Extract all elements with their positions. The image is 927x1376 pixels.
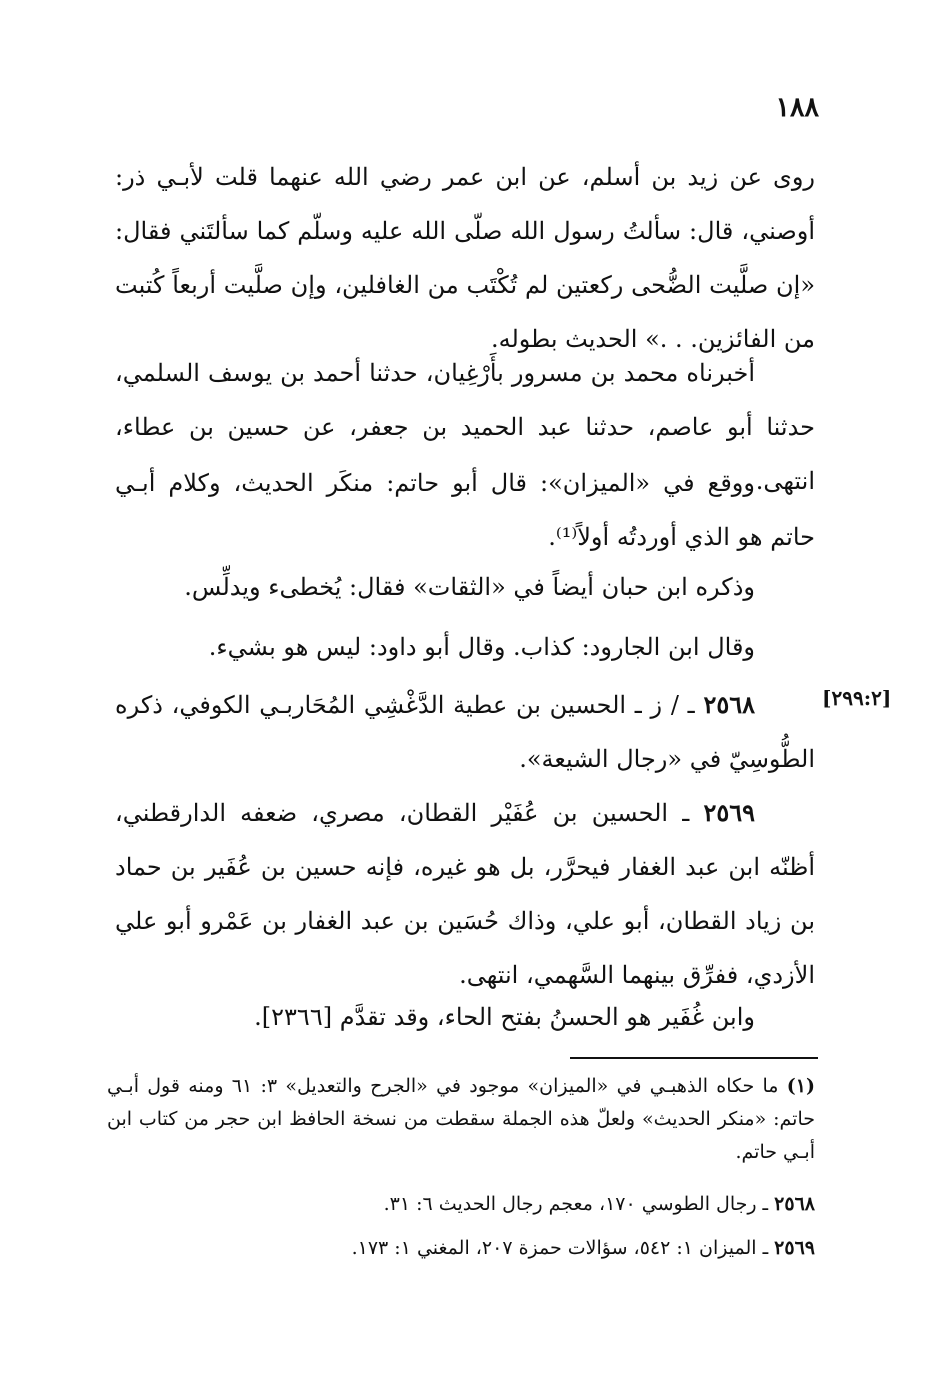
footnote-text: ما حكاه الذهبـي في «الميزان» موجود في «الجرح والتعديل» ٣: ٦١ ومنه قول أبـي حاتم: «منكر الحديث» ولعلّ هذه الجملة سقطت من نسخة الحافظ ابن حجر من كتاب ابن أبـي حاتم. xyxy=(107,1075,815,1163)
footnote-1 xyxy=(107,1070,815,1169)
entry-text: ـ الحسين بن عُفَيْر القطان، مصري، ضعفه الدارقطني، أظنّه ابن عبد الغفار فيحرَّر، بل هو غيره، فإنه حسين بن عُفَير بن حماد بن زياد القطان، أبو علي، وذاك حُسَين بن عبد الغفار بن عَمْرو أبو علي الأزدي، ففرِّق بينهما السَّهمي، انتهى. xyxy=(115,799,815,989)
volume-page-reference: [٢٩٩:٢] xyxy=(822,686,892,710)
body-paragraph-4: وذكره ابن حبان أيضاً في «الثقات» فقال: يُخطىء ويدلِّس. xyxy=(184,573,755,601)
entry-2568 xyxy=(115,678,815,786)
body-paragraph-2: أخبرناه محمد بن مسرور بأَرْغِيان، حدثنا أحمد بن يوسف السلمي، حدثنا أبو عاصم، حدثنا عبد الحميد بن جعفر، عن حسين بن عطاء، انتهى. xyxy=(115,359,815,495)
footnote-2568 xyxy=(107,1188,815,1221)
body-paragraph-5: وقال ابن الجارود: كذاب. وقال أبو داود: ليس هو بشيء. xyxy=(208,633,755,661)
footnote-label: ٢٥٦٩ xyxy=(774,1237,815,1259)
footnote-label: (١) xyxy=(786,1075,815,1097)
closing-paragraph: وابن غُفَير هو الحسنُ بفتح الحاء، وقد تقدَّم [٢٣٦٦]. xyxy=(254,1003,755,1031)
entry-number: ٢٥٦٩ xyxy=(703,798,755,827)
entry-2569 xyxy=(115,786,815,1002)
body-paragraph-3: ووقع في «الميزان»: قال أبو حاتم: منكَر الحديث، وكلام أبـي حاتم هو الذي أوردتُه أولاً⁽¹⁾. xyxy=(115,469,815,551)
footnote-text: ـ الميزان ١: ٥٤٢، سؤالات حمزة ٢٠٧، المغني ١: ١٧٣. xyxy=(351,1237,775,1259)
body-paragraph-1: روى عن زيد بن أسلم، عن ابن عمر رضي الله عنهما قلت لأبـي ذر: أوصني، قال: سألتُ رسول الله صلّى الله عليه وسلّم كما سألتَني فقال: «إن صلَّيت الضُّحى ركعتين لم تُكْتَب من الغافلين، وإن صلَّيت أربعاً كُتبت من الفائزين. . .» الحديث بطوله. xyxy=(115,163,815,353)
footnote-2569 xyxy=(107,1232,815,1265)
footnote-text: ـ رجال الطوسي ١٧٠، معجم رجال الحديث ٦: ٣١. xyxy=(383,1193,775,1215)
entry-text: ـ / ز ـ الحسين بن عطية الدَّغْشِي المُحَاربـي الكوفي، ذكره الطُّوسِيّ في «رجال الشيعة». xyxy=(115,691,815,773)
page-number: ١٨٨ xyxy=(775,92,819,123)
footnote-divider xyxy=(570,1057,818,1059)
entry-number: ٢٥٦٨ xyxy=(703,690,755,719)
footnote-label: ٢٥٦٨ xyxy=(774,1193,815,1215)
